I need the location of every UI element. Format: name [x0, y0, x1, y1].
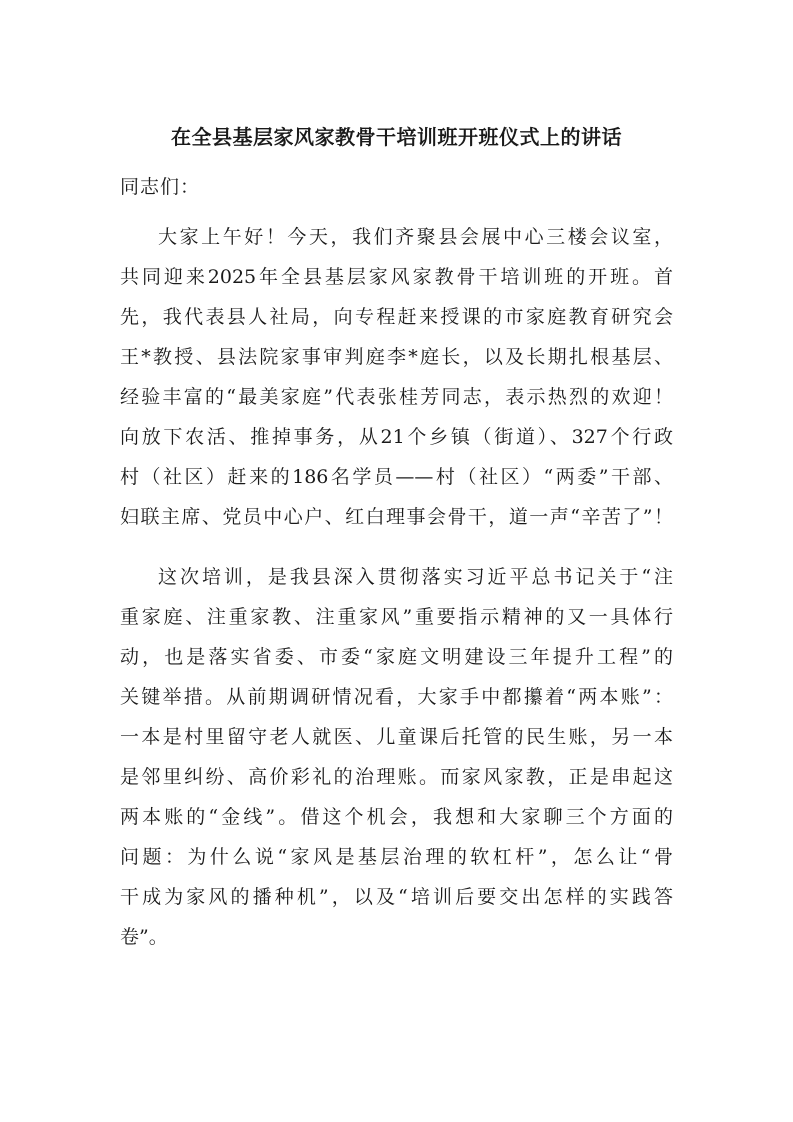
- paragraph-line: 王*教授、县法院家事审判庭李*庭长，以及长期扎根基层、: [120, 346, 673, 368]
- paragraph-line: 问题：为什么说“家风是基层治理的软杠杆”，怎么让“骨: [120, 846, 673, 868]
- paragraph-line: 关键举措。从前期调研情况看，大家手中都攥着“两本账”：: [120, 686, 673, 708]
- paragraph-line: 共同迎来2025年全县基层家风家教骨干培训班的开班。首: [120, 266, 673, 288]
- paragraph-line: 重家庭、注重家教、注重家风”重要指示精神的又一具体行: [120, 606, 673, 628]
- paragraph-line: 大家上午好！今天，我们齐聚县会展中心三楼会议室，: [158, 226, 673, 248]
- paragraph-line: 妇联主席、党员中心户、红白理事会骨干，道一声“辛苦了”！: [120, 506, 673, 528]
- paragraph-line: 向放下农活、推掉事务，从21个乡镇（街道）、327个行政: [120, 426, 673, 448]
- paragraph-line: 两本账的“金线”。借这个机会，我想和大家聊三个方面的: [120, 806, 673, 828]
- paragraph-line: 是邻里纠纷、高价彩礼的治理账。而家风家教，正是串起这: [120, 766, 673, 788]
- document-title: 在全县基层家风家教骨干培训班开班仪式上的讲话: [171, 125, 622, 149]
- paragraph-line: 先，我代表县人社局，向专程赶来授课的市家庭教育研究会: [120, 306, 673, 328]
- paragraph-line: 经验丰富的“最美家庭”代表张桂芳同志，表示热烈的欢迎！: [120, 386, 673, 408]
- paragraph-line: 村（社区）赶来的186名学员——村（社区）“两委”干部、: [120, 466, 673, 488]
- paragraph-line: 卷”。: [120, 926, 168, 948]
- paragraph-line: 这次培训，是我县深入贯彻落实习近平总书记关于“注: [158, 566, 673, 588]
- paragraph-line: 一本是村里留守老人就医、儿童课后托管的民生账，另一本: [120, 726, 673, 748]
- salutation: 同志们：: [120, 176, 201, 198]
- paragraph-line: 干成为家风的播种机”，以及“培训后要交出怎样的实践答: [120, 886, 673, 908]
- paragraph-line: 动，也是落实省委、市委“家庭文明建设三年提升工程”的: [120, 646, 673, 668]
